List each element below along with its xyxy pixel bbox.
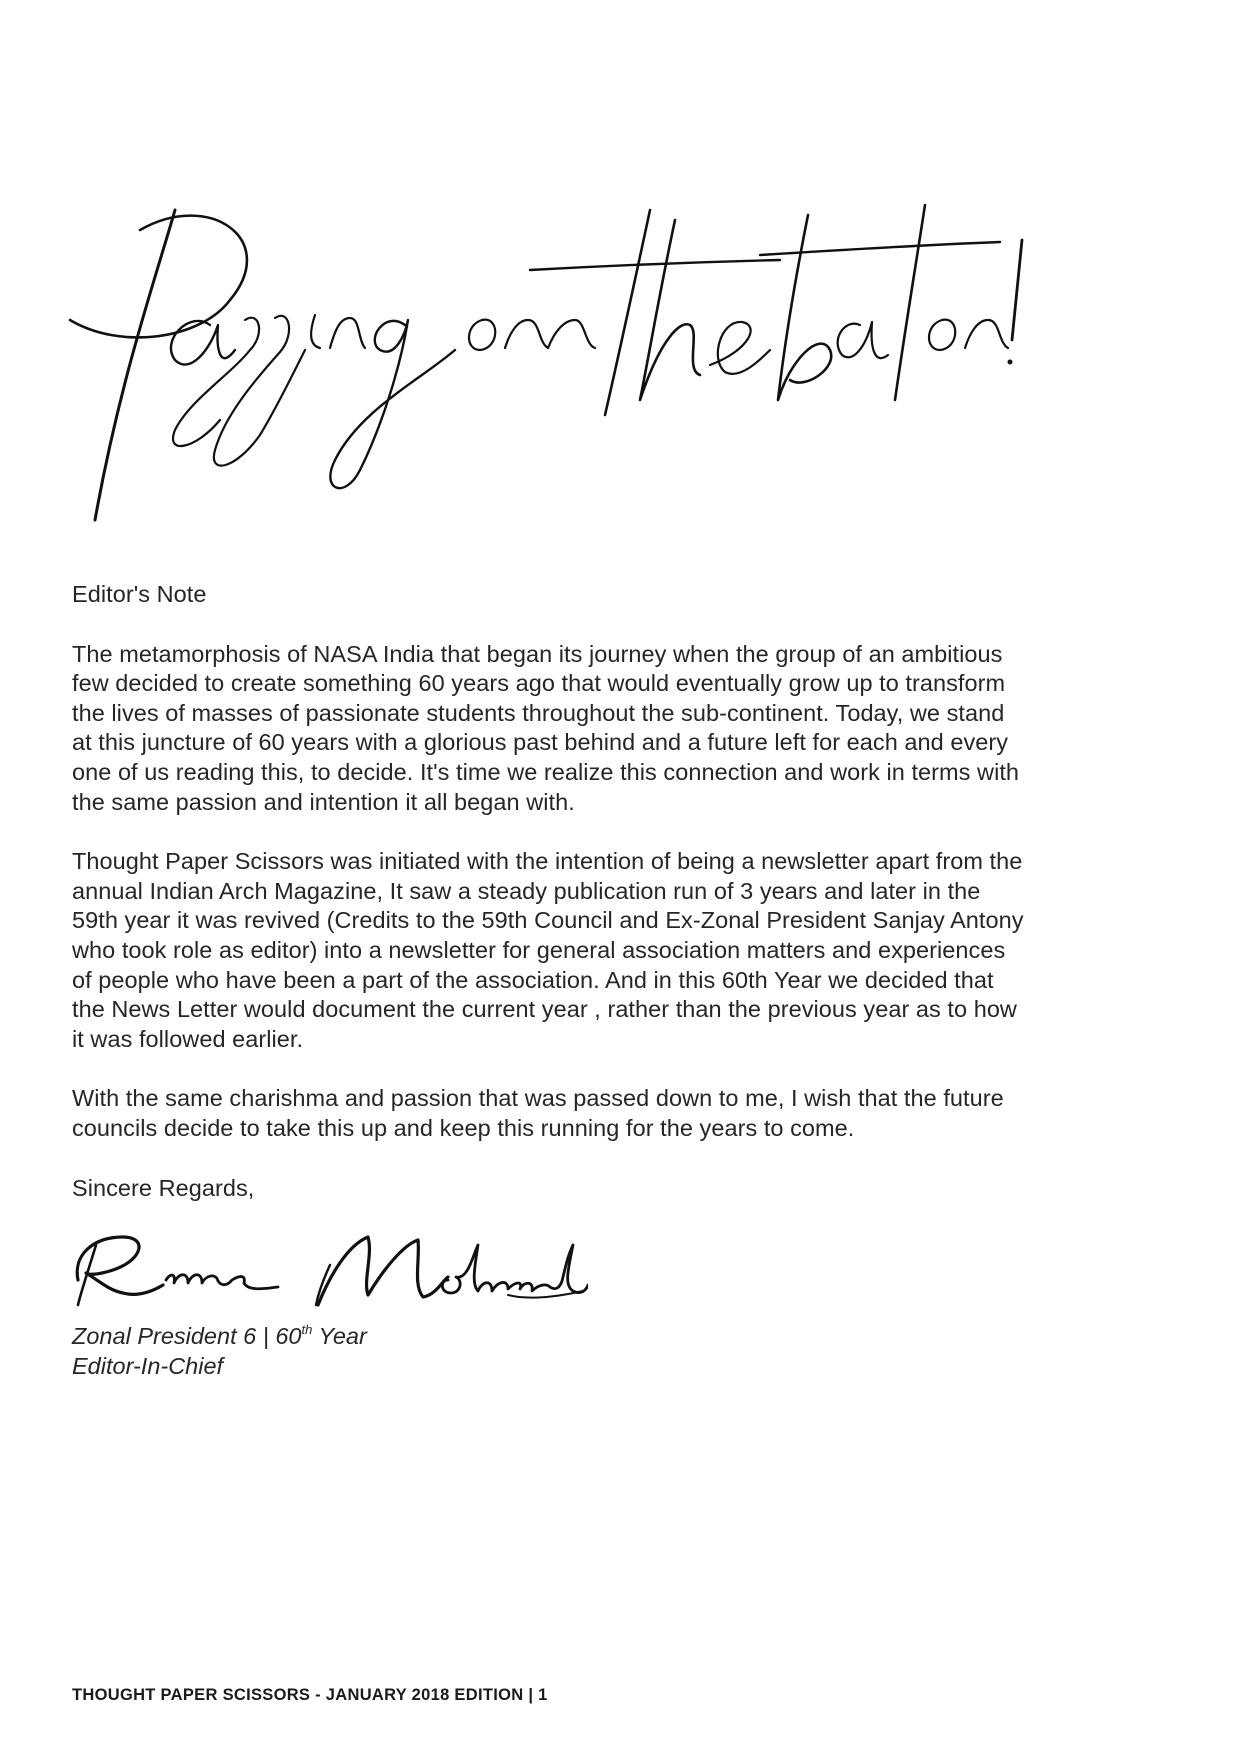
script-exclamation-dot [1008, 360, 1013, 365]
script-letter-e [710, 322, 770, 374]
script-crossbar-t2 [760, 242, 1000, 255]
paragraph-line: Thought Paper Scissors was initiated with the intention of being a newsletter apart from the [72, 848, 1023, 875]
script-letter-n2 [505, 320, 595, 348]
signature-ohamed [442, 1245, 588, 1293]
closing-text: Sincere Regards, [72, 1174, 255, 1201]
script-letter-a [171, 321, 235, 365]
paragraph-line: The metamorphosis of NASA India that began its journey when the group of an ambitious [72, 640, 1003, 667]
paragraph-line: annual Indian Arch Magazine, It saw a steady publication run of 3 years and later in the [72, 877, 981, 904]
script-letter-p-stem [95, 210, 175, 520]
paragraph-line: 59th year it was revived (Credits to the 59th Council and Ex-Zonal President Sanjay Antony [72, 907, 1024, 934]
paragraph-line: councils decide to take this up and keep this running for the years to come. [72, 1114, 855, 1141]
paragraph-line: it was followed earlier. [72, 1025, 304, 1052]
script-letter-o2 [929, 320, 955, 350]
script-letter-n [330, 318, 365, 348]
script-letter-h [640, 220, 700, 400]
role-suffix: Year [312, 1323, 367, 1349]
script-letter-a2 [838, 322, 888, 358]
script-exclamation [1012, 240, 1022, 340]
paragraph-line: one of us reading this, to decide. It's time we realize this connection and work in terms with [72, 758, 1020, 785]
script-title [60, 200, 1040, 530]
editors-note-body [72, 580, 1182, 1203]
paragraph-line: of people who have been a part of the association. And in this 60th Year we decided that [72, 966, 994, 993]
section-heading: Editor's Note [72, 581, 207, 607]
role-line [72, 1322, 367, 1352]
signature-letter-m [318, 1237, 448, 1305]
paragraph-3 [72, 1084, 1182, 1143]
page-footer: THOUGHT PAPER SCISSORS - JANUARY 2018 EDITION | 1 [72, 1686, 548, 1704]
script-letter-p-bowl [70, 216, 247, 338]
paragraph-line: who took role as editor) into a newsletter for general association matters and experiences [72, 936, 1006, 963]
paragraph-1 [72, 640, 1182, 818]
paragraph-line: With the same charishma and passion that was passed down to me, I wish that the future [72, 1085, 1004, 1112]
signature [68, 1225, 588, 1315]
role-prefix: Zonal President 6 | 60 [72, 1323, 302, 1349]
signature-underline [508, 1291, 583, 1298]
paragraph-2 [72, 847, 1182, 1054]
paragraph-line: few decided to create something 60 years ago that would eventually grow up to transform [72, 670, 1006, 697]
signature-imaz [166, 1275, 278, 1289]
sign-off-block [72, 1322, 367, 1381]
script-letter-i [311, 315, 320, 348]
script-letter-s2 [214, 316, 305, 466]
paragraph-line: the lives of masses of passionate students throughout the sub-continent. Today, we stand [72, 699, 1005, 726]
paragraph-line: the same passion and intention it all began with. [72, 788, 575, 815]
script-title-artwork [60, 200, 1040, 530]
paragraph-line: the News Letter would document the current year , rather than the previous year as to how [72, 996, 1017, 1023]
script-letter-n3 [965, 320, 1008, 348]
script-crossbar-t [530, 260, 780, 270]
paragraph-line: at this juncture of 60 years with a glorious past behind and a future left for each and every [72, 729, 1009, 756]
script-letter-g [330, 320, 455, 488]
role-title: Editor-In-Chief [72, 1352, 224, 1379]
script-letter-s1 [173, 318, 259, 446]
signature-artwork [68, 1225, 588, 1315]
script-letter-t3-stem [895, 205, 925, 400]
role-ordinal-suffix: th [301, 1322, 313, 1337]
script-letter-o [469, 320, 495, 350]
script-letter-b [778, 215, 831, 400]
